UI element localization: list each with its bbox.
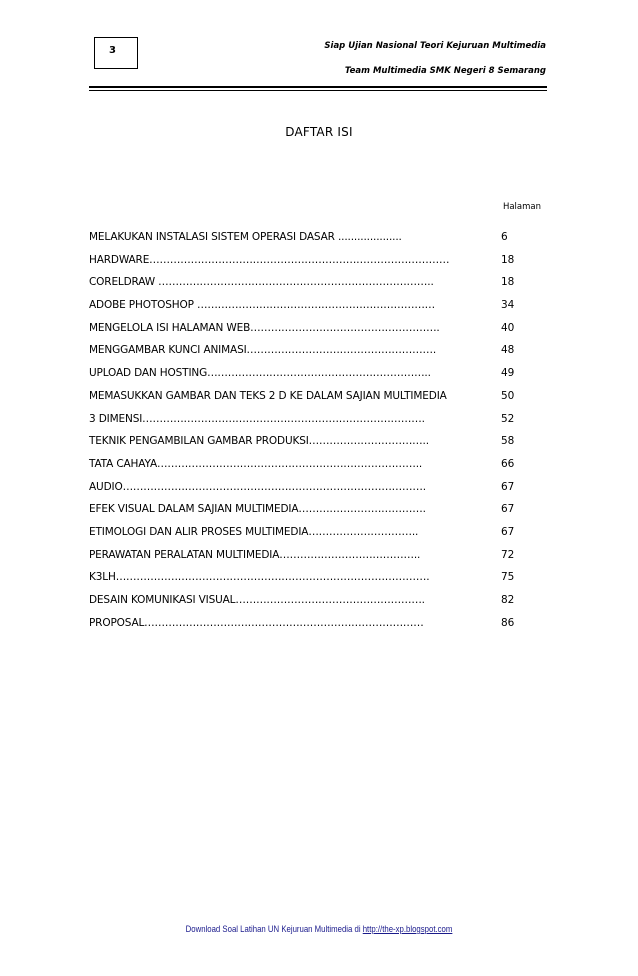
toc-row [89,290,549,313]
toc-page-number: 50 [501,389,515,402]
toc-entry: MEMASUKKAN GAMBAR DAN TEKS 2 D KE DALAM SAJIAN MULTIMEDIA [89,389,447,402]
page-number: 3 [109,45,116,56]
toc-entry: MELAKUKAN INSTALASI SISTEM OPERASI DASAR .................... [89,231,402,243]
toc-row [89,517,549,540]
toc-page-number: 40 [501,321,515,334]
page-column-label: Halaman [502,202,541,212]
toc-row [89,449,549,472]
toc-entry: TEKNIK PENGAMBILAN GAMBAR PRODUKSI…………………………….. [89,435,429,448]
toc-page-number: 49 [501,367,515,380]
toc-row [89,540,549,563]
toc-entry: MENGELOLA ISI HALAMAN WEB………………………………………………. [89,321,440,334]
page-number-box [94,37,138,69]
toc-entry: TATA CAHAYA………………………………………………………………….. [89,457,423,470]
toc-page-number: 66 [501,457,515,470]
toc-page-number: 86 [501,616,515,629]
toc-row [89,358,549,381]
toc-entry: K3LH………………………………………………………………………………. [89,571,430,584]
toc-entry: HARDWARE…………………………………………………………………………… [89,253,450,266]
toc-row [89,381,549,404]
toc-page-number: 67 [501,525,515,538]
toc-row [89,562,549,585]
footer-link[interactable]: http://the-xp.blogspot.com [362,924,453,935]
toc-row [89,472,549,495]
toc-row [89,313,549,336]
toc-row [89,585,549,608]
toc-page-number: 18 [501,253,515,266]
toc-page-number: 82 [501,594,515,606]
toc-entry: ADOBE PHOTOSHOP …………………………………………………………… [89,299,436,312]
header-rule-thin [89,90,547,91]
toc-page-number: 34 [501,299,515,312]
header-rule-thick [89,86,547,88]
toc-row [89,404,549,427]
toc-entry: 3 DIMENSI………………………………………………………………………. [89,412,425,425]
toc-entry: PROPOSAL……………………………………………………………………… [89,616,424,629]
toc-row [89,267,549,290]
toc-entry: ETIMOLOGI DAN ALIR PROSES MULTIMEDIA………………………….. [89,525,419,538]
toc-row [89,335,549,358]
toc-page-number: 48 [501,344,515,357]
toc-entry: CORELDRAW …………………………………………………………………….. [89,276,434,289]
footer-text: Download Soal Latihan UN Kejuruan Multimedia di [185,924,363,935]
page-title: DAFTAR ISI [285,125,353,139]
toc-row [89,222,549,245]
toc-entry: EFEK VISUAL DALAM SAJIAN MULTIMEDIA………………………………. [89,503,426,516]
toc-page-number: 67 [501,480,515,493]
toc-entry: AUDIO……………………………………………………………………………. [89,480,426,493]
toc-page-number: 67 [501,503,515,516]
toc-entry: MENGGAMBAR KUNCI ANIMASI………………………………………………. [89,344,437,357]
toc-row [89,245,549,268]
toc-page-number: 18 [501,276,515,289]
toc-row [89,426,549,449]
toc-page-number: 58 [501,435,515,448]
header-team-name: Team Multimedia SMK Negeri 8 Semarang [344,66,546,76]
toc-entry: PERAWATAN PERALATAN MULTIMEDIA………………………………….. [89,548,421,561]
toc-row [89,494,549,517]
toc-entry: UPLOAD DAN HOSTING……………………………………………………….. [89,367,431,380]
toc-entry: DESAIN KOMUNIKASI VISUAL………………………………………………. [89,594,425,606]
toc-page-number: 75 [501,571,515,584]
toc-page-number: 72 [501,548,515,561]
table-of-contents [89,222,549,630]
toc-page-number: 52 [501,412,515,425]
footer [57,924,580,935]
toc-page-number: 6 [501,231,508,243]
header-exam-title: Siap Ujian Nasional Teori Kejuruan Multimedia [324,41,546,51]
toc-row [89,608,549,631]
